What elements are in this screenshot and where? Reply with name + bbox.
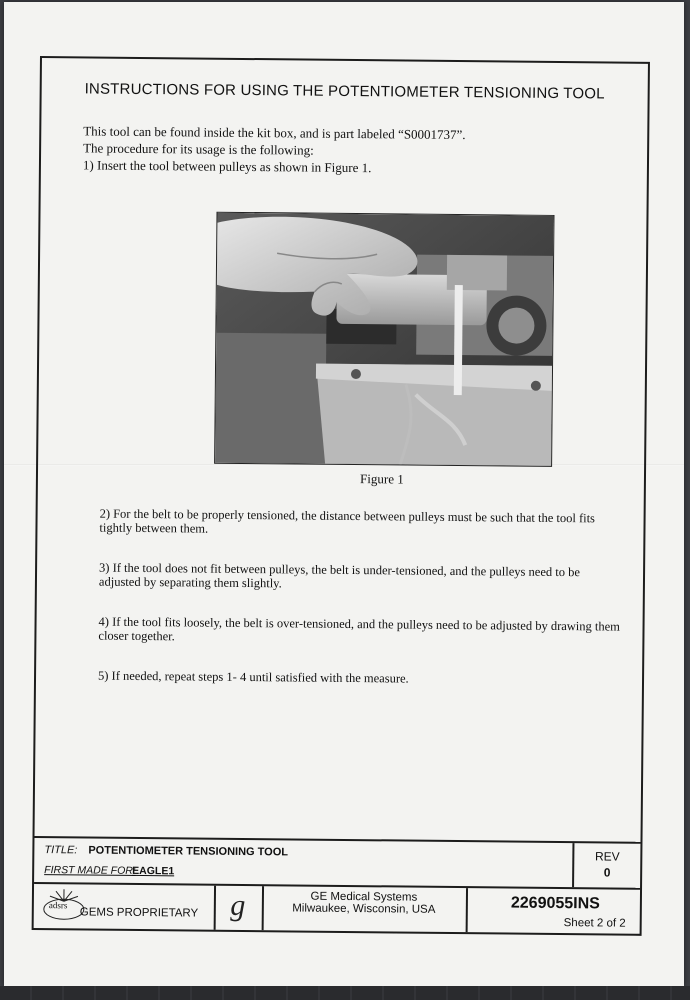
logo-cell [34, 884, 216, 930]
first-made-value: EAGLE1 [132, 864, 175, 878]
first-made-label: FIRST MADE FOR: [44, 864, 136, 877]
step-4: 4) If the tool fits loosely, the belt is over-tensioned, and the pulleys need to be adjusted by drawing them closer together. [98, 614, 621, 644]
revision-box [572, 843, 640, 888]
step-1: 1) Insert the tool between pulleys as shown in Figure 1. [82, 157, 372, 176]
rev-label: REV [594, 849, 620, 864]
figure-1-photo [214, 212, 554, 467]
document-title: INSTRUCTIONS FOR USING THE POTENTIOMETER TENSIONING TOOL [84, 80, 605, 103]
document-frame [32, 56, 650, 936]
step-2: 2) For the belt to be properly tensioned, the distance between pulleys must be such that the tool fits tightly between them. [99, 506, 596, 536]
document-number: 2269055INS [510, 894, 600, 913]
company-name: GE Medical Systems [310, 890, 418, 904]
intro-line: The procedure for its usage is the following: [83, 140, 314, 158]
figure-caption: Figure 1 [360, 471, 404, 487]
step-5: 5) If needed, repeat steps 1- 4 until satisfied with the measure. [97, 668, 409, 686]
title-block [34, 836, 641, 934]
title-value: POTENTIOMETER TENSIONING TOOL [88, 844, 289, 859]
sheet-number: Sheet 2 of 2 [563, 917, 626, 930]
ge-g-mark: g [214, 886, 264, 930]
logo-text: adsrs [48, 900, 68, 911]
title-block-bottom-row [34, 882, 640, 934]
proprietary-label: GEMS PROPRIETARY [79, 906, 199, 920]
company-cell [262, 886, 468, 932]
title-label: TITLE: [44, 844, 78, 857]
title-block-top-row [34, 838, 640, 888]
intro-line: This tool can be found inside the kit box, and is part labeled “S0001737”. [83, 123, 466, 143]
intro-text [83, 122, 603, 178]
floor-background [0, 986, 690, 1000]
company-location: Milwaukee, Wisconsin, USA [292, 902, 436, 916]
rev-value: 0 [603, 865, 611, 880]
step-3: 3) If the tool does not fit between pulleys, the belt is under-tensioned, and the pulleys need to be adjusted by separating them slightly. [98, 560, 581, 591]
document-sheet [4, 2, 684, 986]
